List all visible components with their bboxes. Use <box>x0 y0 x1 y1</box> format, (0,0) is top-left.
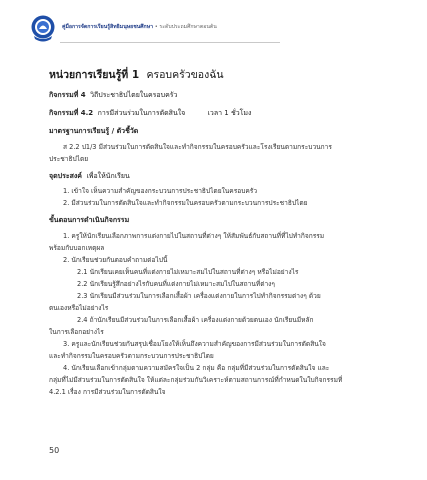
header-divider <box>60 42 280 43</box>
page-number: 50 <box>49 446 60 455</box>
unit-name: ครอบครัวของฉัน <box>146 69 224 81</box>
procedure-step-3-line1: 3. ครูและนักเรียนช่วยกันสรุปเชื่อมโยงให้เห็นถึงความสำคัญของการมีส่วนร่วมในการตัดสินใจ <box>63 340 326 348</box>
objectives-heading: จุดประสงค์ <box>49 172 82 180</box>
procedure-heading: ขั้นตอนการดำเนินกิจกรรม <box>49 216 130 224</box>
unit-title <box>49 66 389 83</box>
procedure-step-4-line3: 4.2.1 เรื่อง การมีส่วนร่วมในการตัดสินใจ <box>49 388 166 396</box>
procedure-step-2-3-line1: 2.3 นักเรียนมีส่วนร่วมในการเลือกเสื้อผ้า เครื่องแต่งกายในการไปทำกิจกรรมต่างๆ ด้วย <box>77 292 321 300</box>
procedure-step-3-line2: และทำกิจกรรมในครอบครัวตามกระบวนการประชาธิปไตย <box>49 352 214 360</box>
procedure-step-4-line2: กลุ่มที่ไม่มีส่วนร่วมในการตัดสินใจ ให้แต่ละกลุ่มร่วมกันวิเคราะห์ตามสถานการณ์ที่กำหนดในใบกิจกรรมที่ <box>49 376 343 384</box>
procedure-step-1-line2: พร้อมกับบอกเหตุผล <box>49 244 105 252</box>
standards-heading: มาตรฐานการเรียนรู้ / ตัวชี้วัด <box>49 127 139 135</box>
logo-emblem-icon <box>30 14 56 42</box>
objective-item-1: 1. เข้าใจ เห็นความสำคัญของกระบวนการประชาธิปไตยในครอบครัว <box>63 187 258 195</box>
activity-sub-name: การมีส่วนร่วมในการตัดสินใจ <box>97 109 186 117</box>
procedure-step-2: 2. นักเรียนช่วยกันตอบคำถามต่อไปนี้ <box>63 256 168 264</box>
standards-text-line1: ส 2.2 ป1/3 มีส่วนร่วมในการตัดสินใจและทำกิจกรรมในครอบครัวและโรงเรียนตามกระบวนการ <box>63 143 332 151</box>
activity-sub-label: กิจกรรมที่ 4.2 <box>49 109 94 117</box>
procedure-step-2-3-line2: ตนเองหรือไม่อย่างไร <box>49 304 109 312</box>
activity-main-label: กิจกรรมที่ 4 <box>49 91 86 99</box>
unit-label: หน่วยการเรียนรู้ที่ 1 <box>49 69 140 81</box>
procedure-step-1-line1: 1. ครูให้นักเรียนเลือกภาพการแต่งกายไปในสถานที่ต่างๆ ให้สัมพันธ์กับสถานที่ที่ไปทำกิจกรรม <box>63 232 325 240</box>
activity-time: เวลา 1 ชั่วโมง <box>207 109 252 117</box>
objectives-intro: เพื่อให้นักเรียน <box>86 172 130 180</box>
document-body <box>49 66 389 398</box>
activity-main-name: วิถีประชาธิปไตยในครอบครัว <box>90 91 178 99</box>
standards-text-line2: ประชาธิปไตย <box>49 155 89 163</box>
header-title <box>62 23 217 31</box>
procedure-step-4-line1: 4. นักเรียนเลือกเข้ากลุ่มตามความสมัครใจเป็น 2 กลุ่ม คือ กลุ่มที่มีส่วนร่วมในการตัดสินใจ และ <box>63 364 330 372</box>
page-header <box>30 14 410 44</box>
activity-main <box>49 90 389 101</box>
procedure-step-2-4-line2: ในการเลือกอย่างไร <box>49 328 104 336</box>
procedure-step-2-2: 2.2 นักเรียนรู้สึกอย่างไรกับคนที่แต่งกายไม่เหมาะสมไปในสถานที่ต่างๆ <box>77 280 275 288</box>
objectives-heading-row <box>49 171 389 182</box>
procedure-step-2-4-line1: 2.4 ถ้านักเรียนมีส่วนร่วมในการเลือกเสื้อผ้า เครื่องแต่งกายด้วยตนเอง นักเรียนมีหลัก <box>77 316 314 324</box>
procedure-step-2-1: 2.1 นักเรียนเคยเห็นคนที่แต่งกายไม่เหมาะสมไปในสถานที่ต่างๆ หรือไม่อย่างไร <box>77 268 299 276</box>
header-subtitle: • ระดับประถมศึกษาตอนต้น <box>153 24 217 30</box>
header-main-title: คู่มือการจัดการเรียนรู้สิทธิมนุษยชนศึกษา <box>62 24 154 30</box>
activity-sub <box>49 108 389 119</box>
objective-item-2: 2. มีส่วนร่วมในการตัดสินใจและทำกิจกรรมในครอบครัวตามกระบวนการประชาธิปไตย <box>63 199 308 207</box>
